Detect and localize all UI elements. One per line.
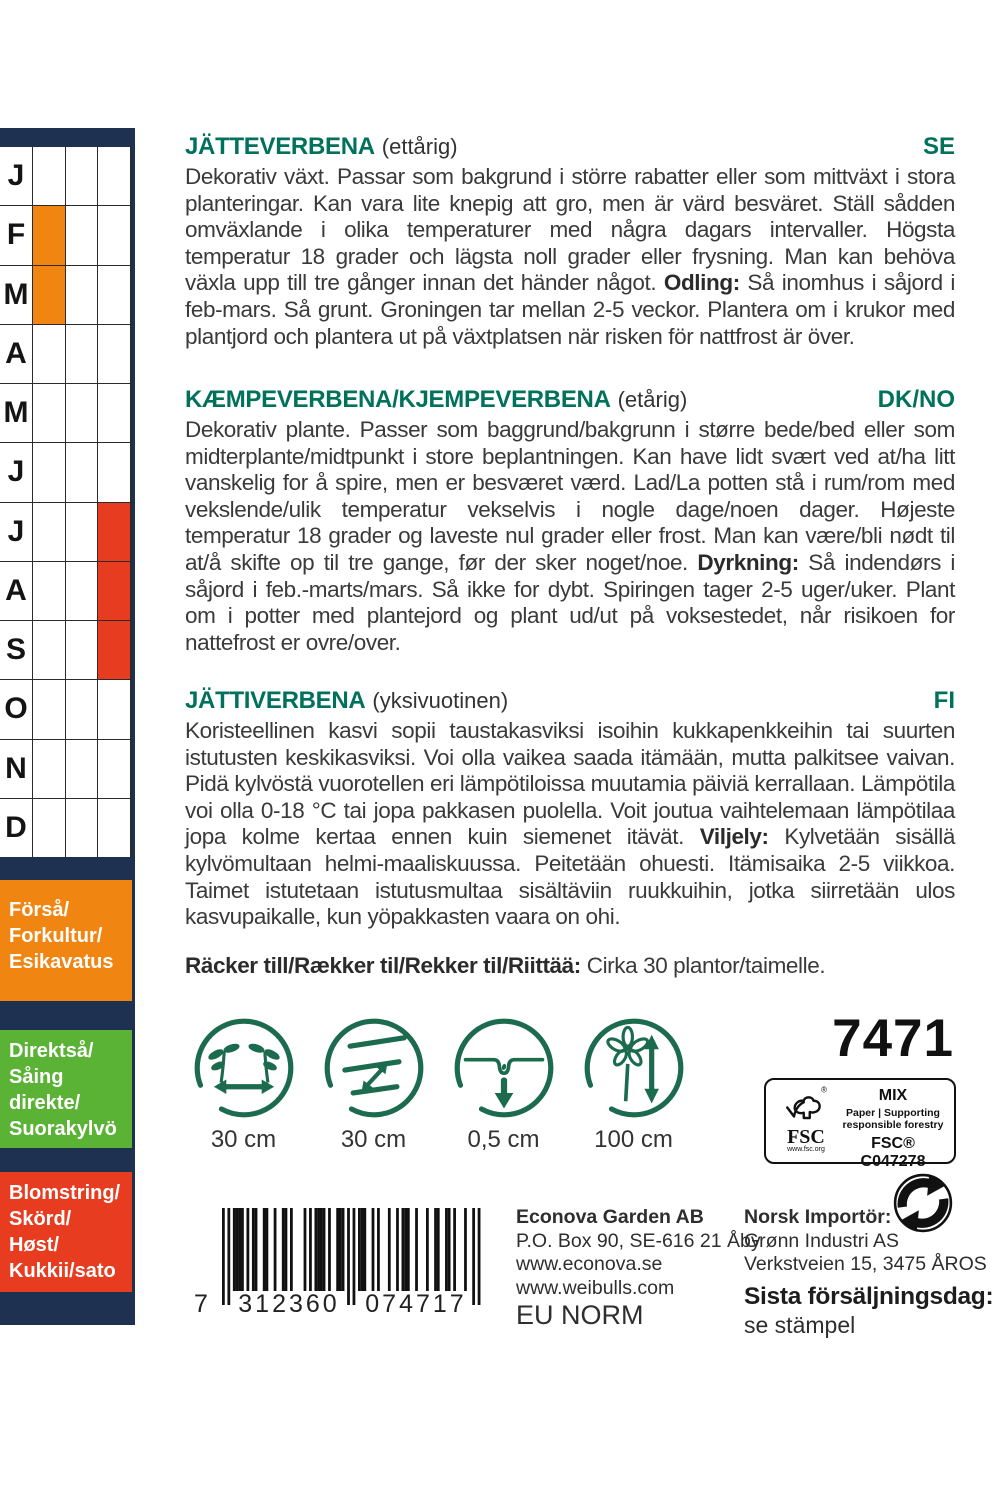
month-label: F [0,206,33,264]
description-fi [185,718,955,931]
section-header [185,133,955,161]
calendar-cell [33,621,66,679]
importer-address: Verkstveien 15, 3475 ÅROS [744,1253,987,1275]
fsc-grade: MIX [878,1087,908,1104]
month-label: N [0,740,33,798]
supply-label: Räcker till/Rækker til/Rekker til/Riittää: [185,953,581,978]
plant-height-icon [582,1016,686,1120]
plant-name-fi: JÄTTIVERBENA [185,687,366,714]
sowing-icons-row [185,1016,692,1154]
cultivation-label-fi: Viljely: [699,824,769,850]
calendar-row [0,562,132,621]
section-header [185,687,955,715]
description-fi-rest: Kylvetään sisällä kylvömultaan helmi-maaliskuussa. Peitetään ohuesti. Itämisaika 2-5 viikkoa. Taimet istutetaan istutusmultaa sisältäviin ruukkuihin, jotka siirretään ulos kasvupaikalle, kun yöpakkasten vaara on ohi. [185,824,955,930]
red-period-cell [98,503,132,561]
plant-qualifier-fi: (yksivuotinen) [372,688,509,713]
calendar-cell [66,325,99,383]
calendar-cell [33,740,66,798]
calendar-cell [98,443,132,501]
calendar-cell [98,799,132,857]
calendar-row [0,799,132,857]
calendar-cell [66,206,99,264]
description-dkno-rest: Så indendørs i såjord i feb.-marts/mars. Så ikke for dybt. Spiringen tager 2-5 uger/uker. Plant om i potter med plantejord og plant ud/ut på voksestedet, når risikoen for nattefrost er ovre/over. [185,549,956,655]
orange-period-cell [33,206,66,264]
fsc-text-block [838,1085,948,1170]
distributor-block [516,1206,761,1300]
section-dk-no [185,386,955,656]
fsc-license-code: FSC® C047278 [860,1135,926,1170]
month-label: M [0,266,33,324]
calendar-cell [33,680,66,738]
plant-spacing-icon [192,1016,296,1120]
description-dkno [185,417,955,656]
calendar-cell [33,147,66,205]
legend-red [0,1172,132,1292]
calendar-row [0,147,132,206]
cultivation-label-se: Odling: [663,270,740,296]
calendar-cell [98,740,132,798]
svg-text:®: ® [821,1085,828,1095]
fsc-description: Paper | Supporting responsible forestry [842,1107,944,1131]
month-label: A [0,562,33,620]
sowing-calendar-sidebar [0,128,135,1325]
calendar-cell [66,147,99,205]
legend-line: Høst/ [9,1234,59,1256]
month-label: O [0,680,33,738]
fsc-tree-icon [783,1085,829,1127]
calendar-cell [33,325,66,383]
plant-height-value: 100 cm [594,1126,673,1153]
fsc-logo-block [774,1085,838,1158]
month-label: J [0,147,33,205]
legend-line: Såing [9,1066,64,1088]
legend-green [0,1030,132,1148]
legend-line: Direktså/ [9,1040,94,1062]
eu-norm-label: EU NORM [516,1300,644,1330]
calendar-row [0,325,132,384]
plant-height-item [575,1016,692,1154]
calendar-cell [33,443,66,501]
plant-spacing-value: 30 cm [210,1126,277,1153]
sidebar-legend [0,880,132,1292]
calendar-cell [66,562,99,620]
language-code-se: SE [922,133,955,160]
fsc-url: www.fsc.org [787,1146,825,1153]
plant-qualifier-dkno: (etårig) [617,387,688,412]
ean-barcode [192,1208,492,1320]
calendar-cell [66,740,99,798]
calendar-row [0,443,132,502]
calendar-cell [66,621,99,679]
calendar-cell [98,680,132,738]
description-se-rest: Så inomhus i såjord i feb-mars. Så grunt. Groningen tar mellan 2-5 veckor. Plantera om i krukor med plantjord och plantera ut på växtplatsen när risken för nattfrost är över. [185,270,955,349]
plant-name-se: JÄTTEVERBENA [185,133,375,160]
calendar-cell [98,206,132,264]
red-period-cell [98,562,132,620]
legend-line: Skörd/ [9,1208,72,1230]
orange-period-cell [33,266,66,324]
calendar-cell [98,266,132,324]
cultivation-label-dkno: Dyrkning: [697,549,799,575]
calendar-cell [66,384,99,442]
month-label: A [0,325,33,383]
barcode-digits-left: 312360 [238,1290,340,1318]
month-label: S [0,621,33,679]
calendar-cell [98,325,132,383]
calendar-row [0,384,132,443]
section-header [185,386,955,414]
distributor-web2: www.weibulls.com [516,1276,675,1299]
calendar-grid [0,147,132,857]
legend-line: Kukkii/sato [9,1260,116,1282]
barcode-digits-right: 074717 [365,1290,467,1318]
product-number: 7471 [832,1009,954,1068]
row-spacing-value: 30 cm [340,1126,407,1153]
legend-line: Forkultur/ [9,925,103,947]
fsc-wordmark: FSC [787,1126,825,1148]
month-label: J [0,503,33,561]
legend-line: Suorakylvö [9,1118,117,1140]
calendar-cell [66,503,99,561]
plant-qualifier-se: (ettårig) [381,134,458,159]
supply-value: Cirka 30 plantor/taimelle. [586,953,826,978]
calendar-row [0,680,132,739]
expiry-block [744,1283,993,1339]
calendar-cell [33,503,66,561]
distributor-web1: www.econova.se [516,1253,663,1275]
description-dkno-intro: Dekorativ plante. Passer som baggrund/bakgrunn i større bede/bed eller som midterplante/midtpunkt i store beplantningen. Kan have lidt svært ved at/ha litt vanskelig for å spire, men er besværet værd. Lad/La potten stå i rum/rom med vekslende/ulik temperatur vekselvis i nogle dage/noen dager. Højeste temperatur 18 grader og laveste nul grader eller frost. Man kan være/bli nødt til at/å skifte op til tre gange, før der sker noget/noe. [185,417,955,575]
calendar-cell [98,147,132,205]
calendar-row [0,206,132,265]
month-label: D [0,799,33,857]
row-spacing-item [315,1016,432,1154]
calendar-cell [66,799,99,857]
calendar-cell [33,799,66,857]
importer-name: Grønn Industri AS [744,1229,899,1252]
green-dot-recycle-icon [892,1172,954,1234]
calendar-cell [66,680,99,738]
expiry-label: Sista försäljningsdag: [744,1283,994,1310]
sowing-depth-value: 0,5 cm [467,1126,540,1153]
sowing-depth-item [445,1016,562,1154]
language-code-dkno: DK/NO [877,386,955,413]
calendar-cell [33,384,66,442]
description-fi-intro: Koristeellinen kasvi sopii taustakasviksi isoihin kukkapenkkeihin tai suurten istutusten keskikasviksi. Voi olla vaikea saada itämään, mutta palkitsee vaivan. Pidä kylvöstä vuorotellen eri lämpötiloissa muutamia päiviä kerrallaan. Lämpötila voi olla 0-18 °C tai jopa pakkasen puolella. Voit joutua vaihtelemaan lämpötilaa jopa kolme kertaa ennen kuin siemenet itävät. [185,718,955,850]
legend-line: Esikavatus [9,951,114,973]
sowing-depth-icon [452,1016,556,1120]
distributor-name: Econova Garden AB [516,1206,704,1228]
description-se-intro: Dekorativ växt. Passar som bakgrund i större rabatter eller som mittväxt i stora planteringar. Kan vara lite knepig att gro, men är värd besväret. Ställ sådden omväxlande i olika temperaturer med några dagars intervaller. Högsta temperatur 18 grader och lägsta noll grader eller frysning. Man kan behöva växla upp till tre gånger innan det händer något. [185,164,955,296]
calendar-row [0,266,132,325]
legend-line: Blomstring/ [9,1182,121,1204]
barcode-digit-first: 7 [194,1290,208,1318]
calendar-row [0,740,132,799]
supply-line [185,953,955,979]
row-spacing-icon [322,1016,426,1120]
red-period-cell [98,621,132,679]
plant-name-dkno: KÆMPEVERBENA/KJEMPEVERBENA [185,386,611,413]
importer-label: Norsk Importör: [744,1206,892,1228]
calendar-row [0,621,132,680]
calendar-cell [66,443,99,501]
fsc-certification-box [764,1078,956,1170]
distributor-address: P.O. Box 90, SE-616 21 Åby [516,1229,761,1252]
legend-line: direkte/ [9,1092,81,1114]
calendar-cell [33,562,66,620]
section-se [185,133,955,350]
plant-spacing-item [185,1016,302,1154]
description-se [185,164,955,350]
calendar-cell [66,266,99,324]
legend-orange [0,880,132,1001]
month-label: J [0,443,33,501]
language-code-fi: FI [933,687,955,714]
month-label: M [0,384,33,442]
calendar-cell [98,384,132,442]
section-fi [185,687,955,931]
legend-line: Förså/ [9,899,70,921]
expiry-value: se stämpel [744,1312,856,1338]
calendar-row [0,503,132,562]
